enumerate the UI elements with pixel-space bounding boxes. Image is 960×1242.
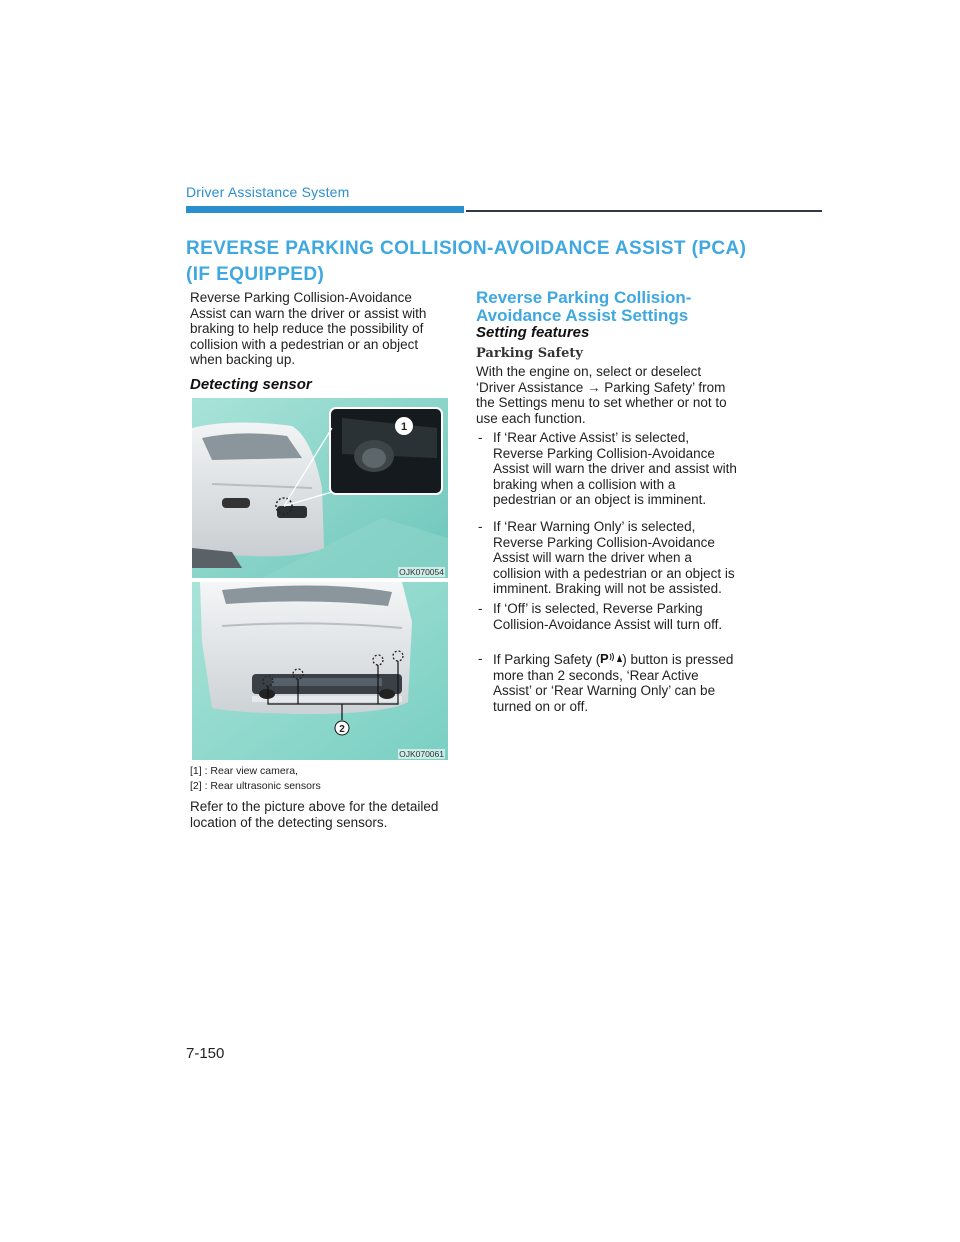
caption-camera: [1] : Rear view camera, <box>190 765 298 777</box>
bullet-text-post: ) button is pressed more than 2 seconds, ‘Rear Active Assist’ or ‘Rear Warning Only’ can be turned on or off. <box>493 652 734 714</box>
settings-heading: Reverse Parking Collision-Avoidance Assist Settings <box>476 288 692 325</box>
intro-paragraph: Reverse Parking Collision-Avoidance Assist can warn the driver or assist with braking to help reduce the possibility of collision with a pedestrian or an object when backing up. <box>190 290 427 367</box>
bullet-text <box>493 651 740 714</box>
bullet-text-pre: If Parking Safety ( <box>493 652 601 667</box>
bullet-off <box>478 601 740 632</box>
figure-code-1: OJK070054 <box>399 567 444 577</box>
header-bar-accent <box>186 206 464 213</box>
bullet-dash: - <box>478 430 483 445</box>
rear-camera-figure <box>192 398 448 578</box>
bullet-parking-safety-button <box>478 651 740 714</box>
detecting-sensor-heading: Detecting sensor <box>190 376 312 393</box>
bullet-text: If ‘Rear Warning Only’ is selected, Reverse Parking Collision-Avoidance Assist will warn the driver when a collision with a pedestrian or an object is imminent. Braking will not be assisted. <box>493 519 735 596</box>
page-title-line1: REVERSE PARKING COLLISION-AVOIDANCE ASSIST (PCA) <box>186 238 747 259</box>
setting-features-heading: Setting features <box>476 324 590 341</box>
callout-1: 1 <box>400 421 408 433</box>
bullet-rear-active-assist <box>478 430 740 508</box>
rear-sensors-illustration <box>192 582 448 760</box>
parking-safety-heading: Parking Safety <box>476 346 583 361</box>
bullet-dash: - <box>478 601 483 616</box>
bullet-text: If ‘Rear Active Assist’ is selected, Reverse Parking Collision-Avoidance Assist will warn the driver and assist with braking when a collision with a pedestrian or an object is imminent. <box>493 430 737 507</box>
section-header: Driver Assistance System <box>186 184 350 200</box>
parking-safety-button-icon <box>600 651 622 668</box>
rear-camera-illustration <box>192 398 448 578</box>
figure-code-2: OJK070061 <box>399 749 444 759</box>
bullet-dash: - <box>478 651 483 666</box>
page-title-line2: (IF EQUIPPED) <box>186 264 325 285</box>
bullet-dash: - <box>478 519 483 534</box>
rear-sensors-figure <box>192 582 448 760</box>
svg-text:P: P <box>600 651 609 664</box>
header-rule <box>466 210 822 212</box>
caption-sensors: [2] : Rear ultrasonic sensors <box>190 780 321 792</box>
settings-paragraph: With the engine on, select or deselect ‘Driver Assistance → Parking Safety’ from the Settings menu to set whether or not to use each function. <box>476 364 727 426</box>
bullet-rear-warning-only <box>478 519 740 597</box>
callout-2: 2 <box>339 724 345 735</box>
page-number: 7-150 <box>186 1045 225 1062</box>
bullet-text: If ‘Off’ is selected, Reverse Parking Collision-Avoidance Assist will turn off. <box>493 601 723 632</box>
page-title <box>186 236 826 288</box>
refer-paragraph: Refer to the picture above for the detailed location of the detecting sensors. <box>190 799 439 830</box>
